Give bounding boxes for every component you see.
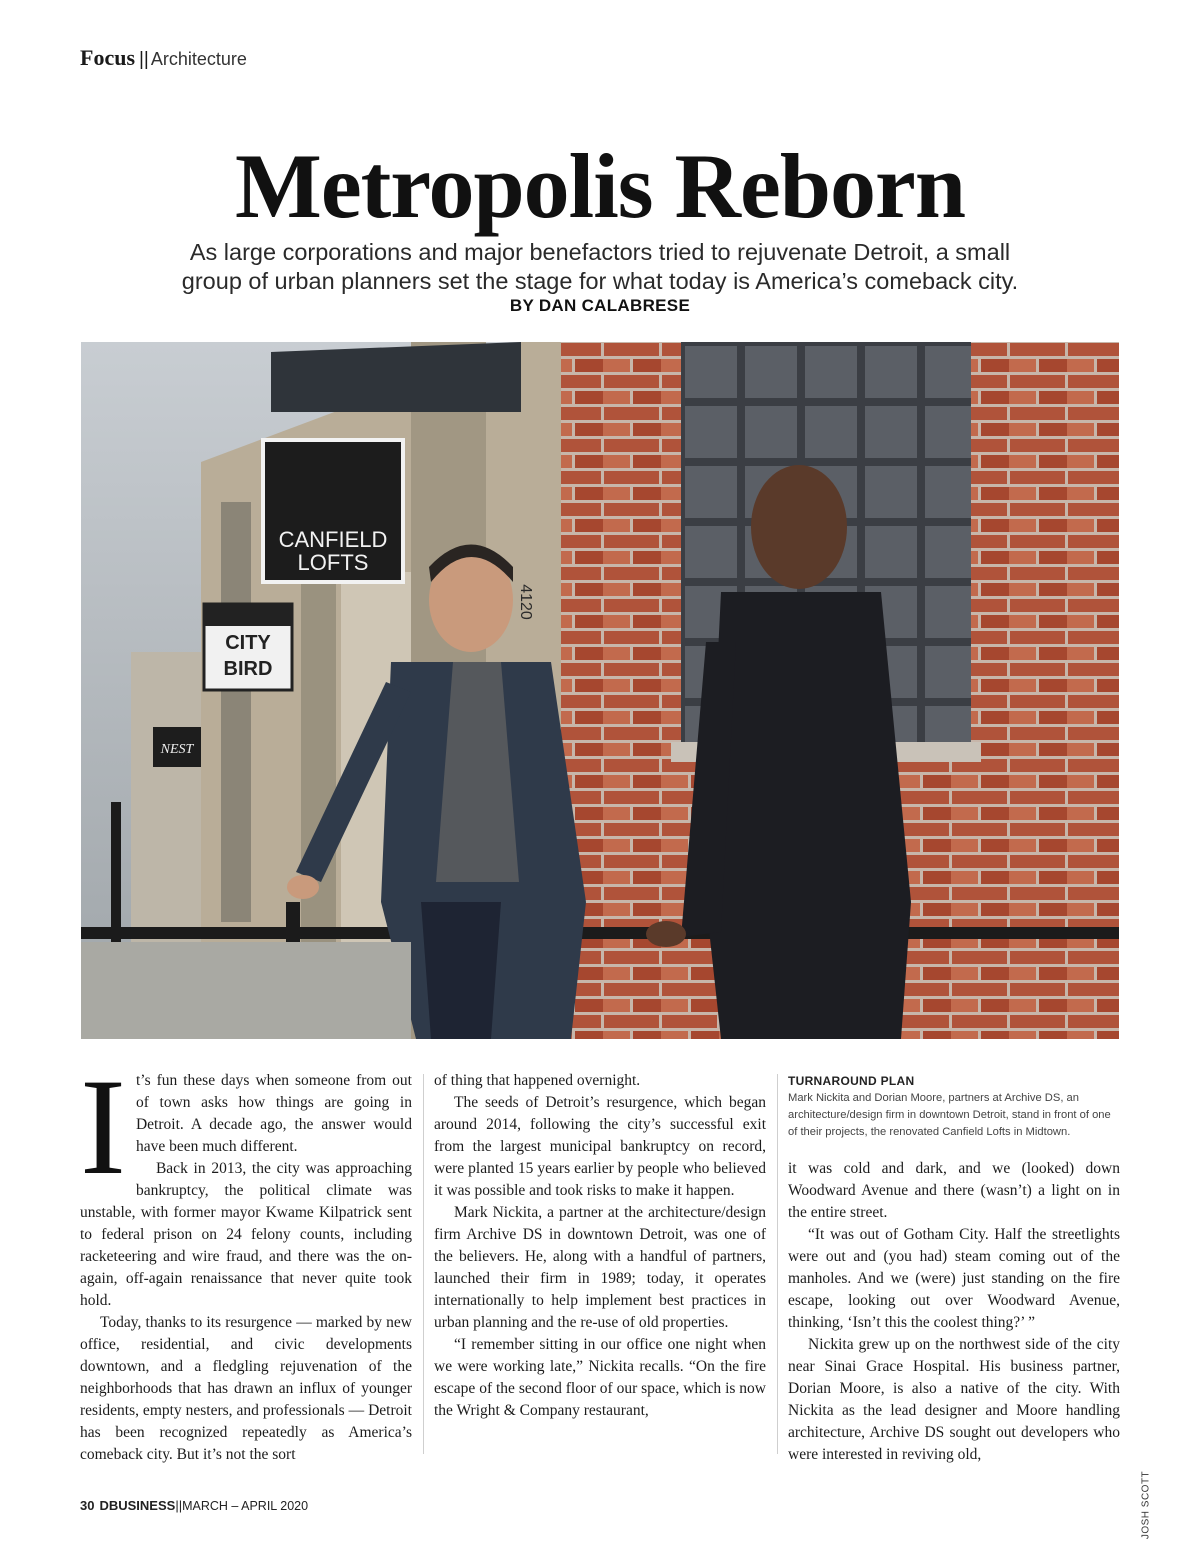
body-paragraph: “I remember sitting in our office one night when we were working late,” Nickita recalls. “On the fire escape of the second floor of our space, which is now the Wright & Company restaurant, — [434, 1336, 766, 1419]
column-divider-2 — [777, 1074, 778, 1454]
byline: BY DAN CALABRESE — [509, 296, 691, 315]
drop-cap: I — [80, 1050, 126, 1203]
section-label: Focus — [80, 45, 135, 70]
body-column-2 — [434, 1070, 766, 1422]
body-column-1 — [80, 1050, 412, 1466]
body-paragraph: Nickita grew up on the northwest side of the city near Sinai Grace Hospital. His business partner, Dorian Moore, is also a native of the city. With Nickita as the lead designer and Moore handling architecture, Archive DS sought out developers who were interested in reviving old, — [788, 1336, 1120, 1463]
article-title: Metropolis Reborn — [234, 135, 965, 237]
page-footer — [80, 1498, 308, 1513]
body-paragraph: It’s fun these days when someone from out of town asks how things are going in Detroit. A decade ago, the answer would have been much different. — [80, 1050, 412, 1203]
page-number: 30 — [80, 1498, 95, 1513]
address-number: 4120 — [517, 584, 534, 620]
dek-line-2: group of urban planners set the stage for what today is America’s comeback city. — [181, 268, 1019, 294]
feature-photo-illustration — [81, 342, 1119, 1039]
magazine-name: DBUSINESS — [99, 1498, 176, 1513]
feature-photo — [81, 342, 1119, 1039]
body-paragraph: it was cold and dark, and we (looked) down Woodward Avenue and there (wasn’t) a light on in the entire street. — [788, 1160, 1120, 1221]
sign-nest: NEST — [160, 742, 194, 757]
article-dek — [150, 238, 1050, 296]
body-column-3 — [788, 1158, 1120, 1466]
section-separator: || — [139, 49, 149, 70]
column-divider-1 — [423, 1074, 424, 1454]
body-paragraph: of thing that happened overnight. — [434, 1072, 641, 1089]
sign-canfield-line1: CANFIELD — [278, 527, 388, 552]
issue-date: MARCH – APRIL 2020 — [182, 1499, 309, 1513]
body-paragraph: “It was out of Gotham City. Half the streetlights were out and (you had) steam coming out of the manholes. And we (were) just standing on the fire escape, looking out over Woodward Avenue, thinking, ‘Isn’t this the coolest thing?’ ” — [788, 1226, 1120, 1331]
caption-text: Mark Nickita and Dorian Moore, partners at Archive DS, an architecture/design firm in downtown Detroit, stand in front of one of their projects, the renovated Canfield Lofts in Midtown. — [788, 1092, 1111, 1138]
body-paragraph: Back in 2013, the city was approaching bankruptcy, the political climate was unstable, with former mayor Kwame Kilpatrick sent to federal prison on 24 felony counts, including racketeering and wire fraud, and there was the on-again, off-again renaissance that never quite took hold. — [80, 1160, 412, 1309]
sign-citybird-line1: CITY — [225, 632, 271, 654]
sign-citybird-line2: BIRD — [223, 658, 273, 680]
caption-heading: TURNAROUND PLAN — [788, 1074, 915, 1088]
section-header — [80, 44, 247, 74]
section-topic: Architecture — [150, 49, 247, 69]
dek-line-1: As large corporations and major benefactors tried to rejuvenate Detroit, a small — [189, 239, 1011, 265]
footer-separator: || — [175, 1498, 183, 1513]
body-paragraph: The seeds of Detroit’s resurgence, which began around 2014, following the city’s successful exit from the largest municipal bankruptcy on record, were planted 15 years earlier by people who believed it was possible and took risks to make it happen. — [434, 1094, 766, 1199]
body-paragraph: Today, thanks to its resurgence — marked by new office, residential, and civic developments downtown, and a fledgling rejuvenation of the neighborhoods that has drawn an influx of younger residents, empty nesters, and professionals — Detroit has been recognized repeatedly as America’s comeback city. But it’s not the sort — [80, 1314, 412, 1463]
sign-canfield-line2: LOFTS — [297, 550, 369, 575]
photo-credit — [1137, 1455, 1155, 1555]
body-paragraph: Mark Nickita, a partner at the architecture/design firm Archive DS in downtown Detroit, was one of the believers. He, along with a handful of partners, launched their firm in 1989; today, it operates internationally to help implement best practices in urban planning and the re-use of old properties. — [434, 1204, 766, 1331]
photo-caption — [788, 1072, 1120, 1141]
photo-credit-text: JOSH SCOTT — [1140, 1470, 1152, 1540]
